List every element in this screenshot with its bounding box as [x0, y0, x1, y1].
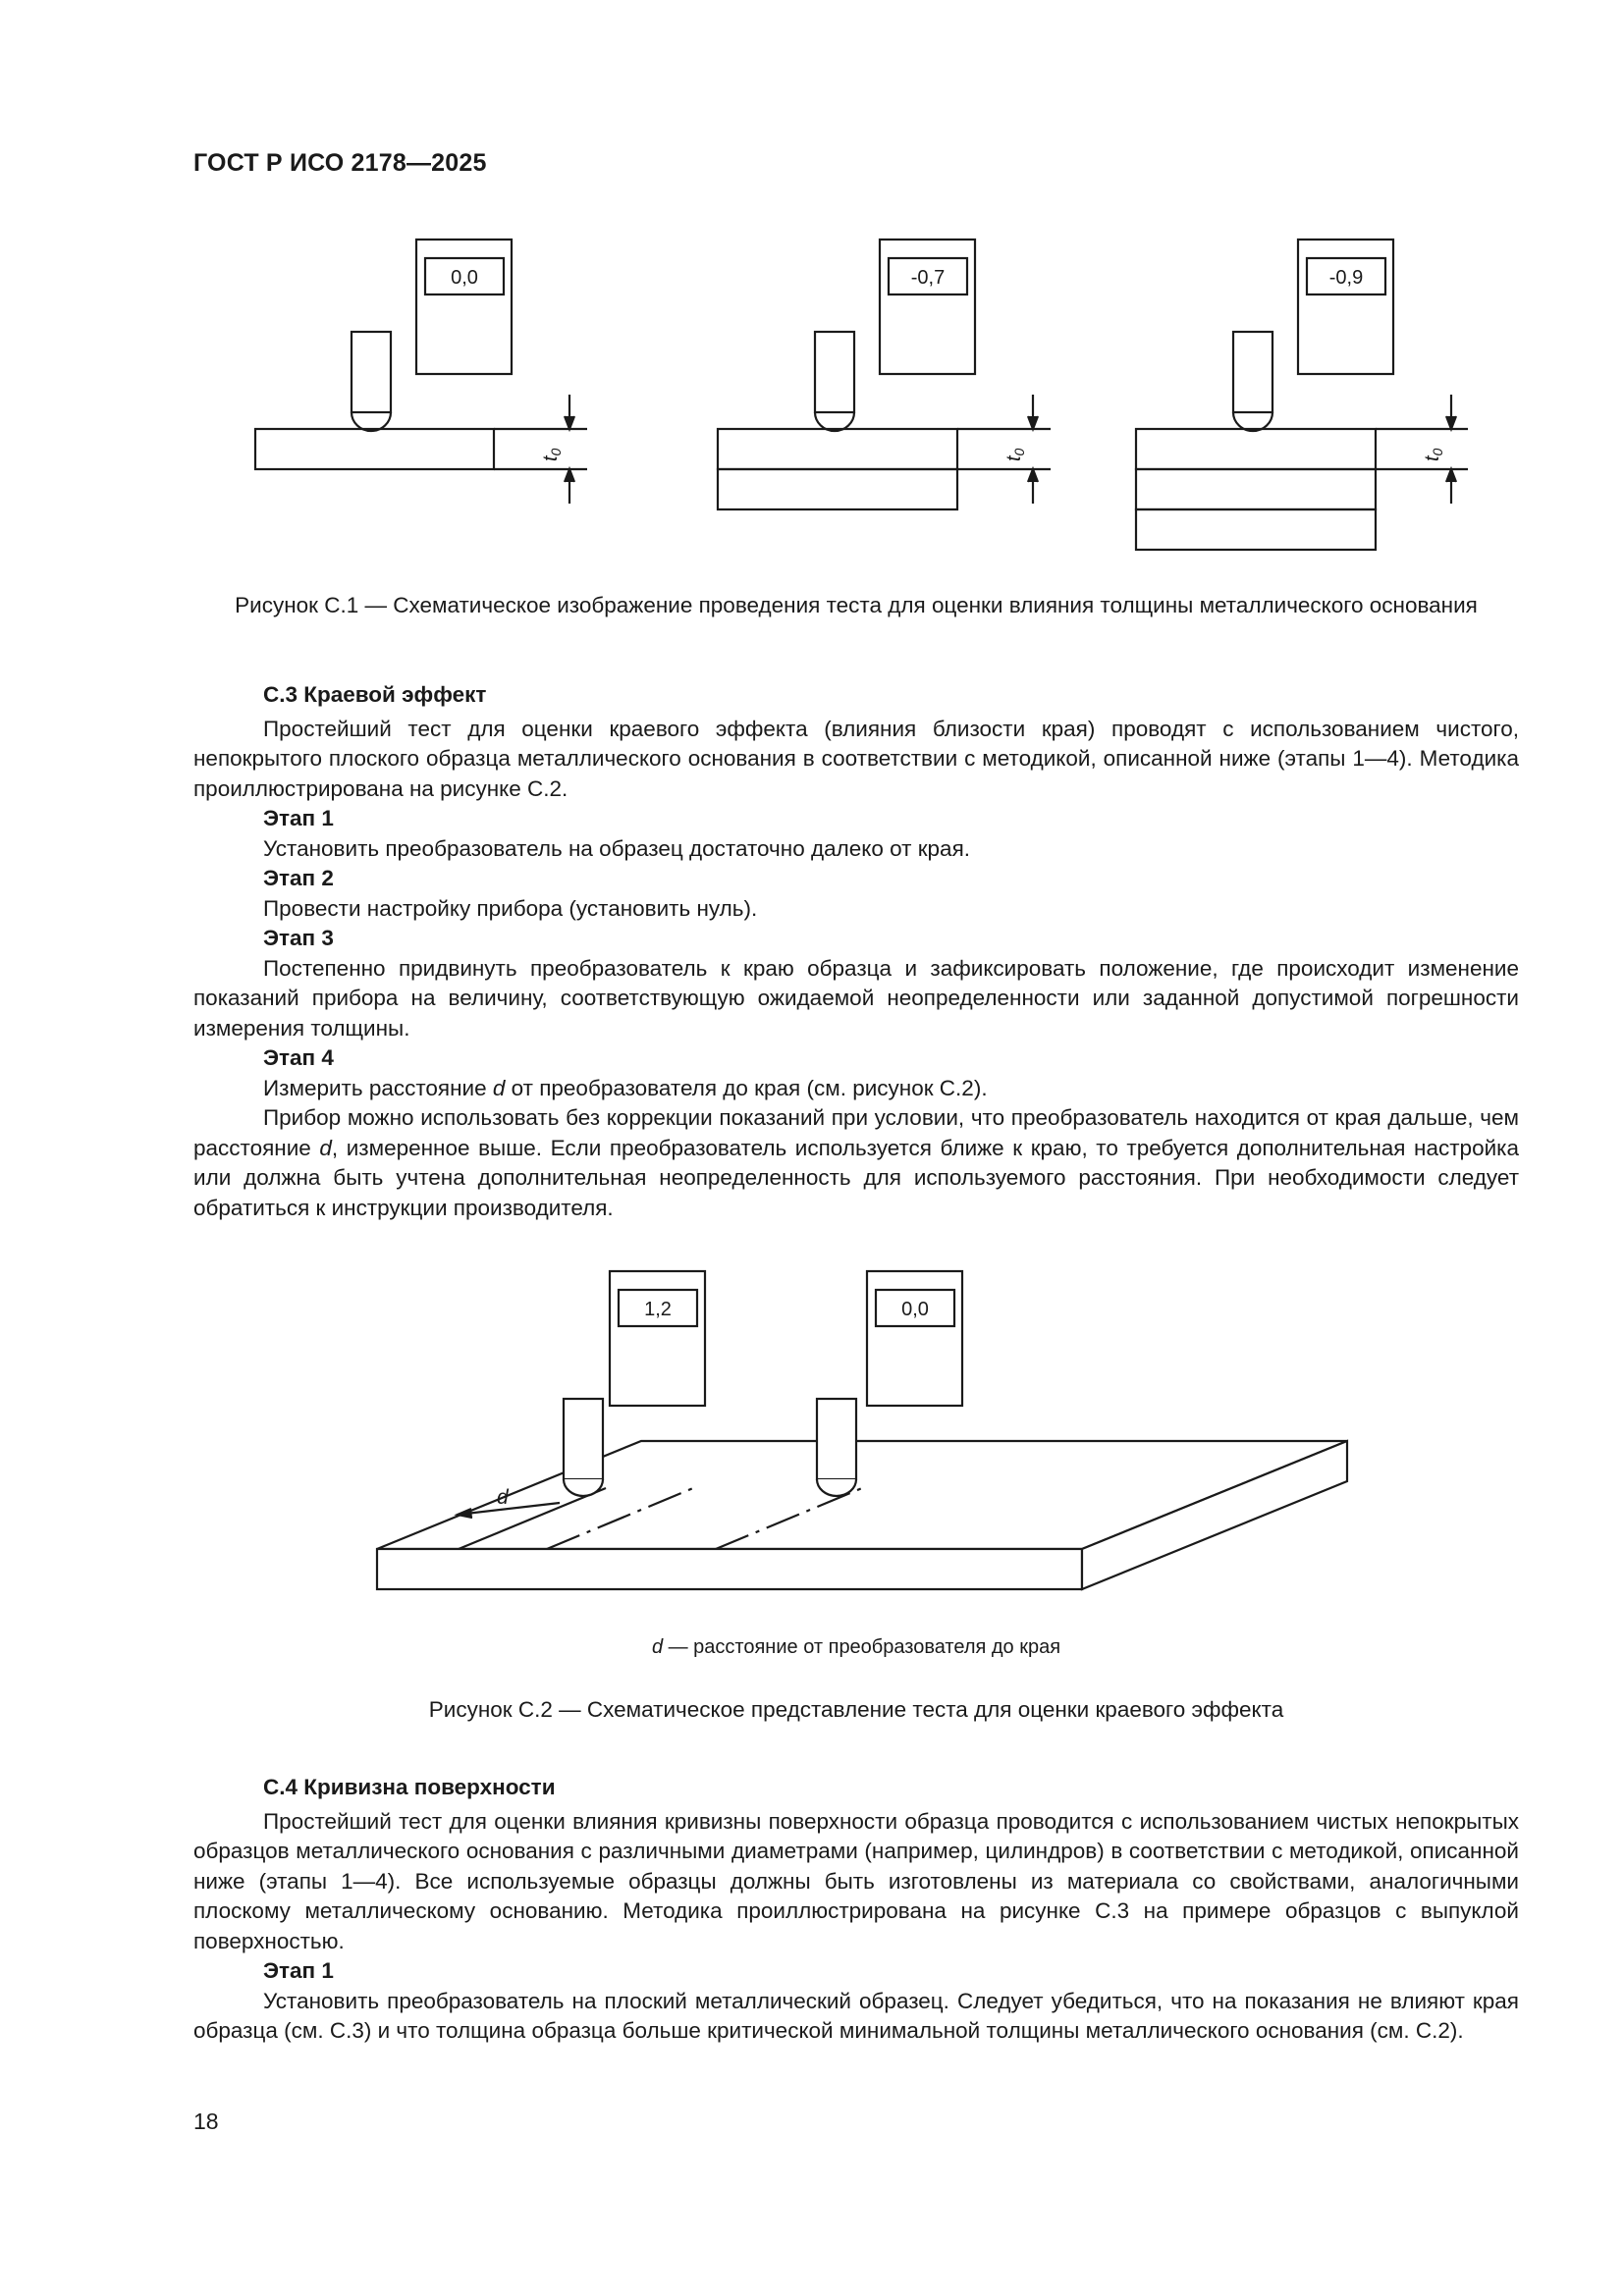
probe-3 [1233, 332, 1272, 412]
section-c4-intro: Простейший тест для оценки влияния кривизны поверхности образца проводится с использованием чистых непокрытых образцов металлического основания с различными диаметрами (например, цилиндров) в соответствии с методикой, описанной ниже (этапы 1—4). Все используемые образцы должны быть изготовлены из материала со свойствами, аналогичными плоскому металлическому основанию. Методика проиллюстрирована на рисунке С.3 на примере образцов с выпуклой поверхностью. [193, 1808, 1519, 1953]
c1-setup-3 [1136, 240, 1468, 550]
substrate-3-layer-2 [1136, 469, 1376, 509]
step-2-text: Провести настройку прибора (установить нуль). [263, 895, 758, 921]
distance-label: d [497, 1486, 509, 1509]
step-1-title: Этап 1 [263, 806, 334, 830]
svg-text:t0: $t_0$ [1003, 448, 1027, 461]
gauge-3-reading: -0,9 [1328, 267, 1364, 289]
gauge-4-reading: 1,2 [644, 1299, 672, 1320]
figure-c1-caption: Рисунок С.1 — Схематическое изображение проведения теста для оценки влияния толщины металлического основания [235, 593, 1478, 617]
section-c3-note: Прибор можно использовать без коррекции показаний при условии, что преобразователь находится от края дальше, чем расстояние d, измеренное выше. Если преобразователь используется ближе к краю, то требуется дополнительная настройка или должна быть учтена дополнительная неопределенность для используемого расстояния. При необходимости следует обратиться к инструкции производителя. [193, 1105, 1519, 1220]
t0-label-1: t [540, 455, 562, 461]
substrate-1 [255, 429, 494, 469]
probe-1 [352, 332, 391, 412]
plate-front [377, 1549, 1082, 1589]
section-c3-heading: С.3 Краевой эффект [263, 682, 487, 707]
probe-2 [815, 332, 854, 412]
document-header: ГОСТ Р ИСО 2178—2025 [193, 149, 487, 177]
gauge-4 [610, 1271, 705, 1406]
section-c4 [193, 1773, 1519, 2047]
gauge-1 [416, 240, 512, 374]
probe-4 [564, 1399, 603, 1479]
step-3-text: Постепенно придвинуть преобразователь к краю образца и зафиксировать положение, где происходит изменение показаний прибора на величину, соответствующую ожидаемой неопределенности или заданной допустимой погрешности измерения толщины. [193, 955, 1519, 1041]
probe-5 [817, 1399, 856, 1479]
substrate-3-layer-1 [1136, 429, 1376, 469]
c1-setup-2 [718, 240, 1051, 509]
gauge-1-reading: 0,0 [451, 267, 478, 289]
substrate-2-layer-1 [718, 429, 957, 469]
step-1-text: Установить преобразователь на образец достаточно далеко от края. [263, 835, 970, 861]
t0-label-2: t [1003, 455, 1025, 461]
gauge-2-reading: -0,7 [910, 267, 946, 289]
figure-c2-caption: Рисунок С.2 — Схематическое представление теста для оценки краевого эффекта [428, 1697, 1284, 1722]
svg-text:t0: $t_0$ [1422, 448, 1445, 461]
figure-c2-legend: d — расстояние от преобразователя до края [651, 1636, 1061, 1658]
step-4-title: Этап 4 [263, 1045, 334, 1070]
gauge-5 [867, 1271, 962, 1406]
c4-step-1-text: Установить преобразователь на плоский металлический образец. Следует убедиться, что на показания не влияют края образца (см. С.3) и что толщина образца больше критической минимальной толщины металлического основания (см. С.2). [193, 1988, 1519, 2043]
t0-label-3: t [1422, 455, 1443, 461]
section-c3 [193, 680, 1519, 1223]
figure-c1 [0, 216, 1624, 569]
section-c4-heading: С.4 Кривизна поверхности [263, 1775, 556, 1799]
c4-step-1-title: Этап 1 [263, 1958, 334, 1983]
svg-text:t0: $t_0$ [540, 448, 564, 461]
page-number: 18 [193, 2109, 219, 2134]
figure-c2 [0, 1256, 1624, 1610]
section-c3-intro: Простейший тест для оценки краевого эффекта (влияния близости края) проводят с использованием чистого, непокрытого плоского образца металлического основания в соответствии с методикой, описанной ниже (этапы 1—4). Методика проиллюстрирована на рисунке С.2. [193, 716, 1519, 801]
substrate-2-layer-2 [718, 469, 957, 509]
step-3-title: Этап 3 [263, 926, 334, 950]
gauge-3 [1298, 240, 1393, 374]
gauge-5-reading: 0,0 [901, 1299, 929, 1320]
c1-setup-1 [255, 240, 587, 504]
substrate-3-layer-3 [1136, 509, 1376, 550]
gauge-2 [880, 240, 975, 374]
step-2-title: Этап 2 [263, 866, 334, 890]
step-4-text: Измерить расстояние d от преобразователя до края (см. рисунок С.2). [263, 1075, 988, 1100]
